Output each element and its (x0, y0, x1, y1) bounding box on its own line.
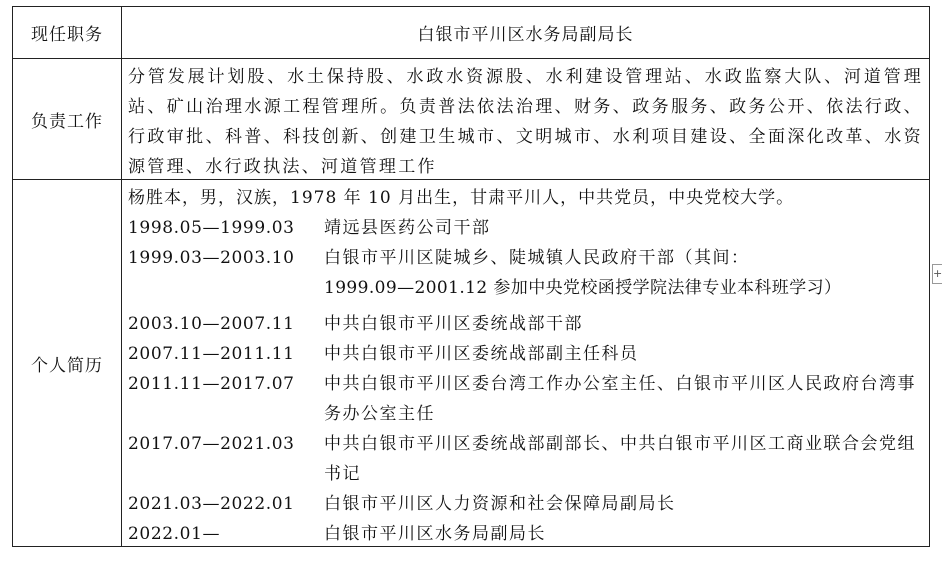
entry-date: 2017.07—2021.03 (128, 434, 295, 454)
resume-table (12, 6, 930, 547)
entry-desc: 靖远县医药公司干部 (324, 218, 491, 238)
row-current-position (13, 7, 929, 59)
entry-date: 1998.05—1999.03 (128, 218, 295, 238)
entry-desc: 中共白银市平川区委统战部副部长、中共白银市平川区工商业联合会党组书记 (324, 434, 916, 484)
entry-desc: 中共白银市平川区委统战部干部 (324, 314, 583, 334)
current-position-value: 白银市平川区水务局副局长 (417, 25, 634, 45)
current-position-label: 现任职务 (13, 7, 122, 58)
entry-desc: 1999.09—2001.12 参加中央党校函授学院法律专业本科班学习） (324, 278, 842, 298)
entry-desc: 白银市平川区陡城乡、陡城镇人民政府干部（其间： (324, 248, 750, 268)
entry-desc: 白银市平川区水务局副局长 (324, 524, 546, 544)
responsibilities-label: 负责工作 (13, 59, 122, 179)
resume-label: 个人简历 (13, 180, 122, 546)
entry-date: 2007.11—2011.11 (128, 344, 295, 364)
resume-content (122, 180, 929, 546)
entry-date: 2003.10—2007.11 (128, 314, 295, 334)
entry-date: 1999.03—2003.10 (128, 248, 295, 268)
responsibilities-text: 分管发展计划股、水土保持股、水政水资源股、水利建设管理站、水政监察大队、河道管理站、矿山治理水源工程管理所。负责普法依法治理、财务、政务服务、政务公开、依法行政、行政审批、科普、科技创新、创建卫生城市、文明城市、水利项目建设、全面深化改革、水资源管理、水行政执法、河道管理工作 (128, 67, 923, 177)
entry-date: 2021.03—2022.01 (128, 494, 295, 514)
entry-desc: 白银市平川区人力资源和社会保障局副局长 (324, 494, 676, 514)
resume-bio: 杨胜本，男，汉族，1978 年 10 月出生，甘肃平川人，中共党员，中央党校大学。 (128, 188, 795, 208)
entry-desc: 中共白银市平川区委台湾工作办公室主任、白银市平川区人民政府台湾事务办公室主任 (324, 374, 916, 424)
table-add-marker-icon[interactable]: + (932, 264, 942, 284)
entry-date: 2011.11—2017.07 (128, 374, 295, 394)
row-responsibilities (13, 59, 929, 180)
row-resume (13, 180, 929, 546)
entry-desc: 中共白银市平川区委统战部副主任科员 (324, 344, 639, 364)
entry-date: 2022.01— (128, 524, 221, 544)
